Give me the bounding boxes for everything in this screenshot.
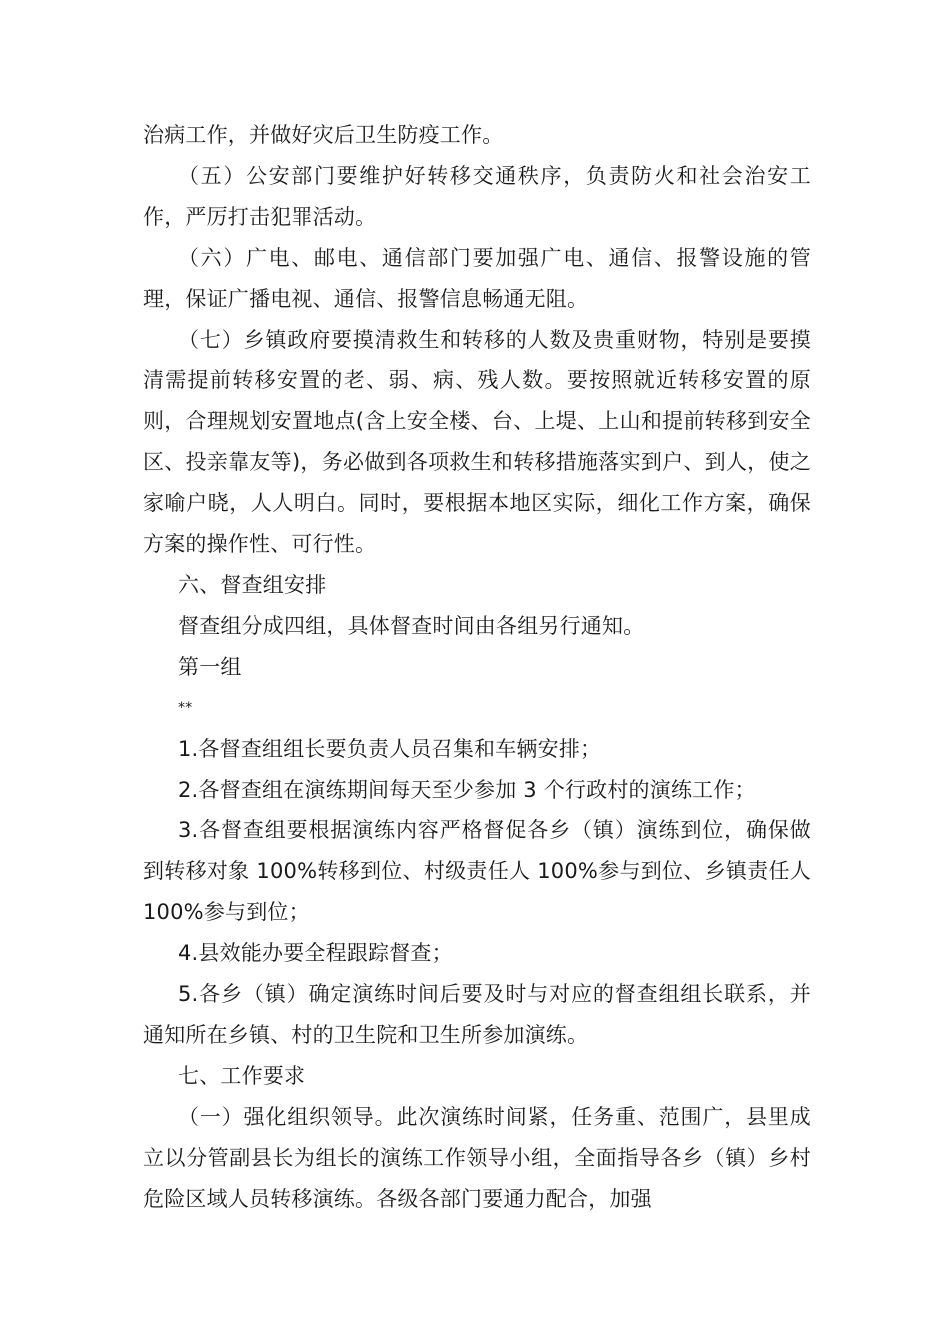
list-item: 2.各督查组在演练期间每天至少参加 3 个行政村的演练工作； [178,777,756,802]
redacted-placeholder: ** [178,699,193,716]
list-item: 4.县效能办要全程跟踪督查； [178,941,453,966]
list-item: 1.各督查组组长要负责人员召集和车辆安排； [178,736,602,761]
paragraph: 治病工作，并做好灾后卫生防疫工作。 [143,123,504,147]
section-heading: 六、督查组安排 [178,572,327,597]
paragraph: 督查组分成四组，具体督查时间由各组另行通知。 [178,613,645,638]
paragraph: （七）乡镇政府要摸清救生和转移的人数及贵重财物，特别是要摸清需提前转移安置的老、弱、病、残人数。要按照就近转移安置的原则，合理规划安置地点(含上安全楼、台、上堤、上山和提前转移到安全区、投亲靠友等)，务必做到各项救生和转移措施落实到户、到人，使之家喻户晓，人人明白。同时，要根据本地区实际，细化工作方案，确保方案的操作性、可行性。 [143,327,811,557]
paragraph: （五）公安部门要维护好转移交通秩序，负责防火和社会治安工作，严厉打击犯罪活动。 [143,163,811,229]
list-item: 3.各督查组要根据演练内容严格督促各乡（镇）演练到位，确保做到转移对象 100%转移到位、村级责任人 100%参与到位、乡镇责任人 100%参与到位； [143,818,811,925]
paragraph: （一）强化组织领导。此次演练时间紧，任务重、范围广，县里成立以分管副县长为组长的演练工作领导小组，全面指导各乡（镇）乡村危险区域人员转移演练。各级各部门要通力配合，加强 [143,1104,811,1211]
group-heading: 第一组 [178,654,242,679]
list-item: 5.各乡（镇）确定演练时间后要及时与对应的督查组组长联系，并通知所在乡镇、村的卫生院和卫生所参加演练。 [143,982,811,1047]
paragraph: （六）广电、邮电、通信部门要加强广电、通信、报警设施的管理，保证广播电视、通信、报警信息畅通无阻。 [143,245,811,311]
document-body [143,115,811,1219]
section-heading: 七、工作要求 [178,1063,306,1088]
